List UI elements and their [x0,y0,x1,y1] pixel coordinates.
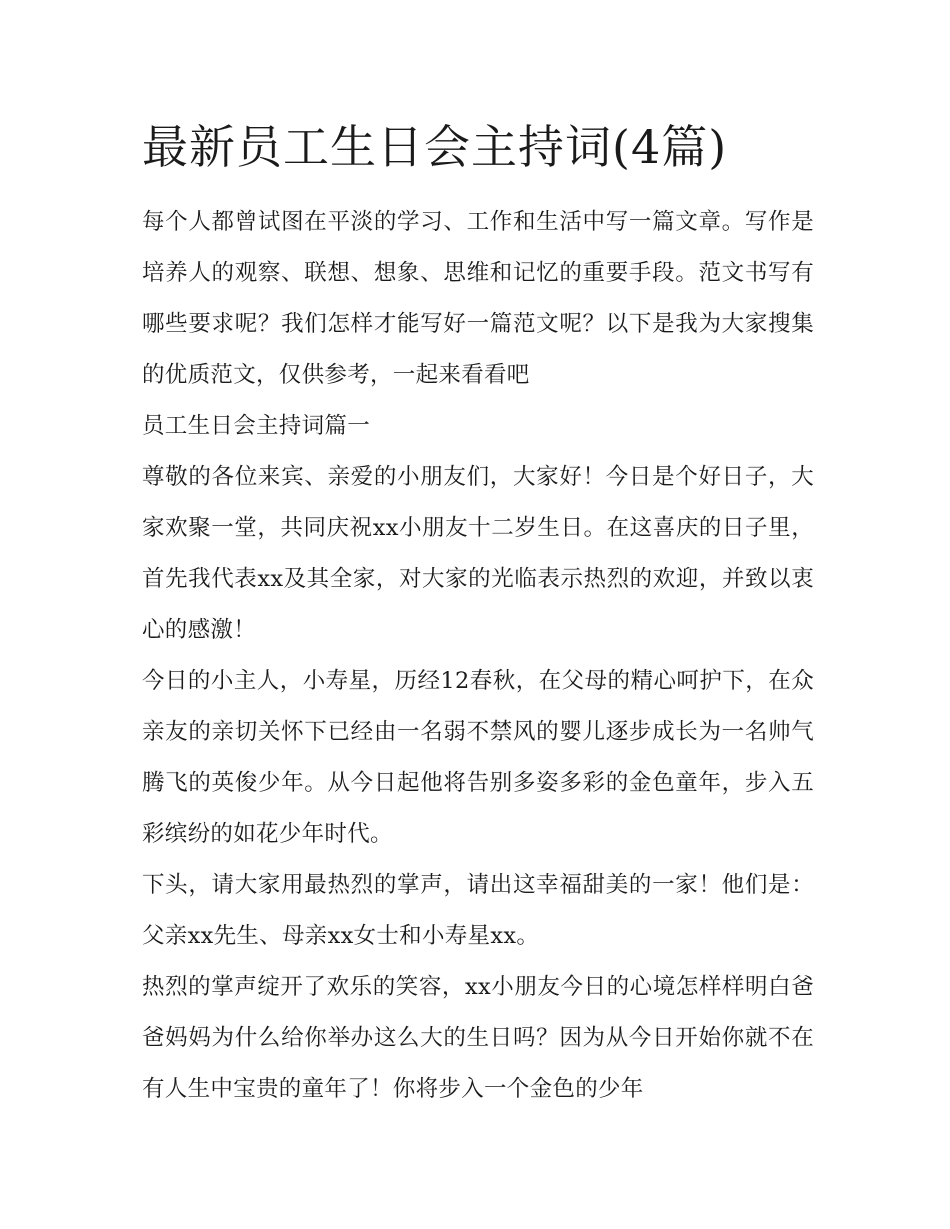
intro-paragraph: 每个人都曾试图在平淡的学习、工作和生活中写一篇文章。写作是培养人的观察、联想、想象、思维和记忆的重要手段。范文书写有哪些要求呢？我们怎样才能写好一篇范文呢？以下是我为大家搜集的优质范文，仅供参考，一起来看看吧 [142,209,814,388]
document-body [142,197,814,1115]
paragraph-applause: 热烈的掌声绽开了欢乐的笑容，xx小朋友今日的心境怎样样明白爸爸妈妈为什么给你举办这么大的生日吗？因为从今日开始你就不在有人生中宝贵的童年了！你将步入一个金色的少年 [142,974,814,1102]
paragraph-family-intro: 下头，请大家用最热烈的掌声，请出这幸福甜美的一家！他们是：父亲xx先生、母亲xx女士和小寿星xx。 [142,872,814,949]
section-heading: 员工生日会主持词篇一 [142,413,371,439]
paragraph-greeting: 尊敬的各位来宾、亲爱的小朋友们，大家好！今日是个好日子，大家欢聚一堂，共同庆祝xx小朋友十二岁生日。在这喜庆的日子里，首先我代表xx及其全家，对大家的光临表示热烈的欢迎，并致以衷心的感激！ [142,464,814,643]
paragraph-birthday-star: 今日的小主人，小寿星，历经12春秋，在父母的精心呵护下，在众亲友的亲切关怀下已经由一名弱不禁风的婴儿逐步成长为一名帅气腾飞的英俊少年。从今日起他将告别多姿多彩的金色童年，步入五彩缤纷的如花少年时代。 [142,668,814,847]
document-title: 最新员工生日会主持词(4篇) [142,120,728,174]
